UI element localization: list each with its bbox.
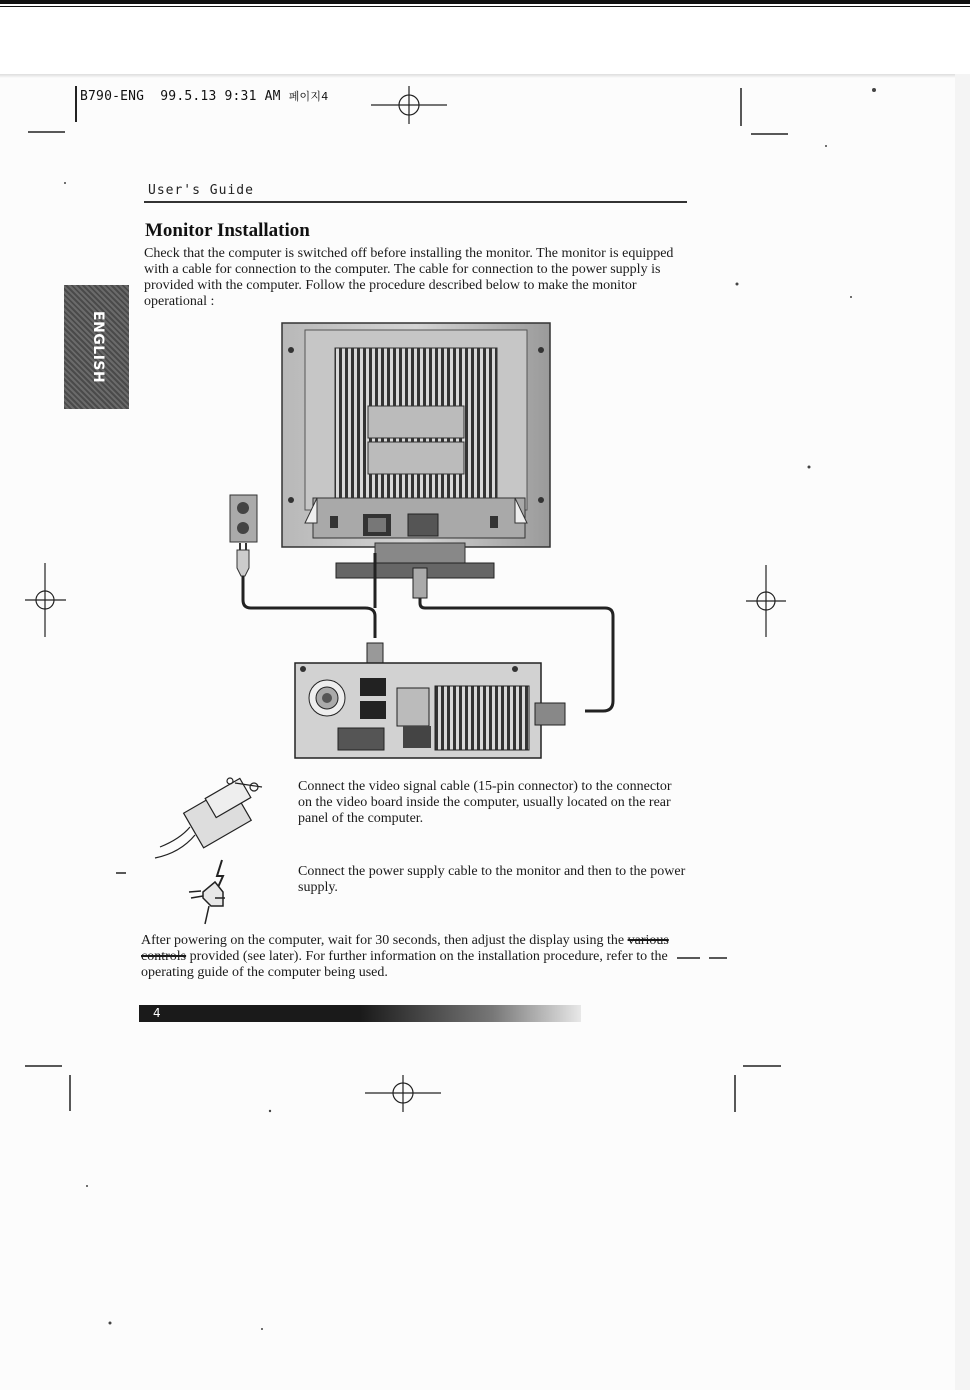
slug-page: 페이지4 [288, 90, 329, 103]
step-1-text: Connect the video signal cable (15-pin connector) to the connector on the video board inside the computer, usually located on the rear panel of the computer. [298, 779, 672, 826]
wall-outlet-illustration [230, 495, 257, 576]
closing-paragraph [141, 933, 676, 981]
side-tab-label: ENGLISH [90, 310, 106, 384]
installation-diagram [225, 318, 625, 763]
monitor-rear-illustration [282, 323, 550, 578]
vga-connector-icon [150, 775, 270, 865]
intro-paragraph: Check that the computer is switched off before installing the monitor. The monitor is equipped with a cable for connection to the computer. The cable for connection to the power supply is provided with the computer. Follow the procedure described below to make the monitor operational : [144, 246, 674, 309]
power-plug-icon [185, 858, 235, 928]
page-number: 4 [153, 1006, 161, 1020]
slug-code: B790-ENG [80, 89, 145, 104]
footer-bar [139, 1005, 581, 1022]
header-rule [144, 201, 687, 203]
running-head: User's Guide [148, 183, 254, 198]
closing-part-2: provided (see later). For further information on the installation procedure, refer to the operating guide of the computer being used. [141, 949, 668, 980]
closing-part-1: After powering on the computer, wait for 30 seconds, then adjust the display using the [141, 933, 628, 948]
closing-struck-text: various controls [141, 933, 669, 964]
step-2-text: Connect the power supply cable to the monitor and then to the power supply. [298, 864, 686, 895]
slug-date: 99.5.13 [160, 89, 217, 104]
computer-rear-illustration [295, 663, 565, 758]
language-side-tab [64, 285, 129, 409]
section-title: Monitor Installation [145, 220, 310, 241]
slug-time: 9:31 AM [224, 89, 281, 104]
